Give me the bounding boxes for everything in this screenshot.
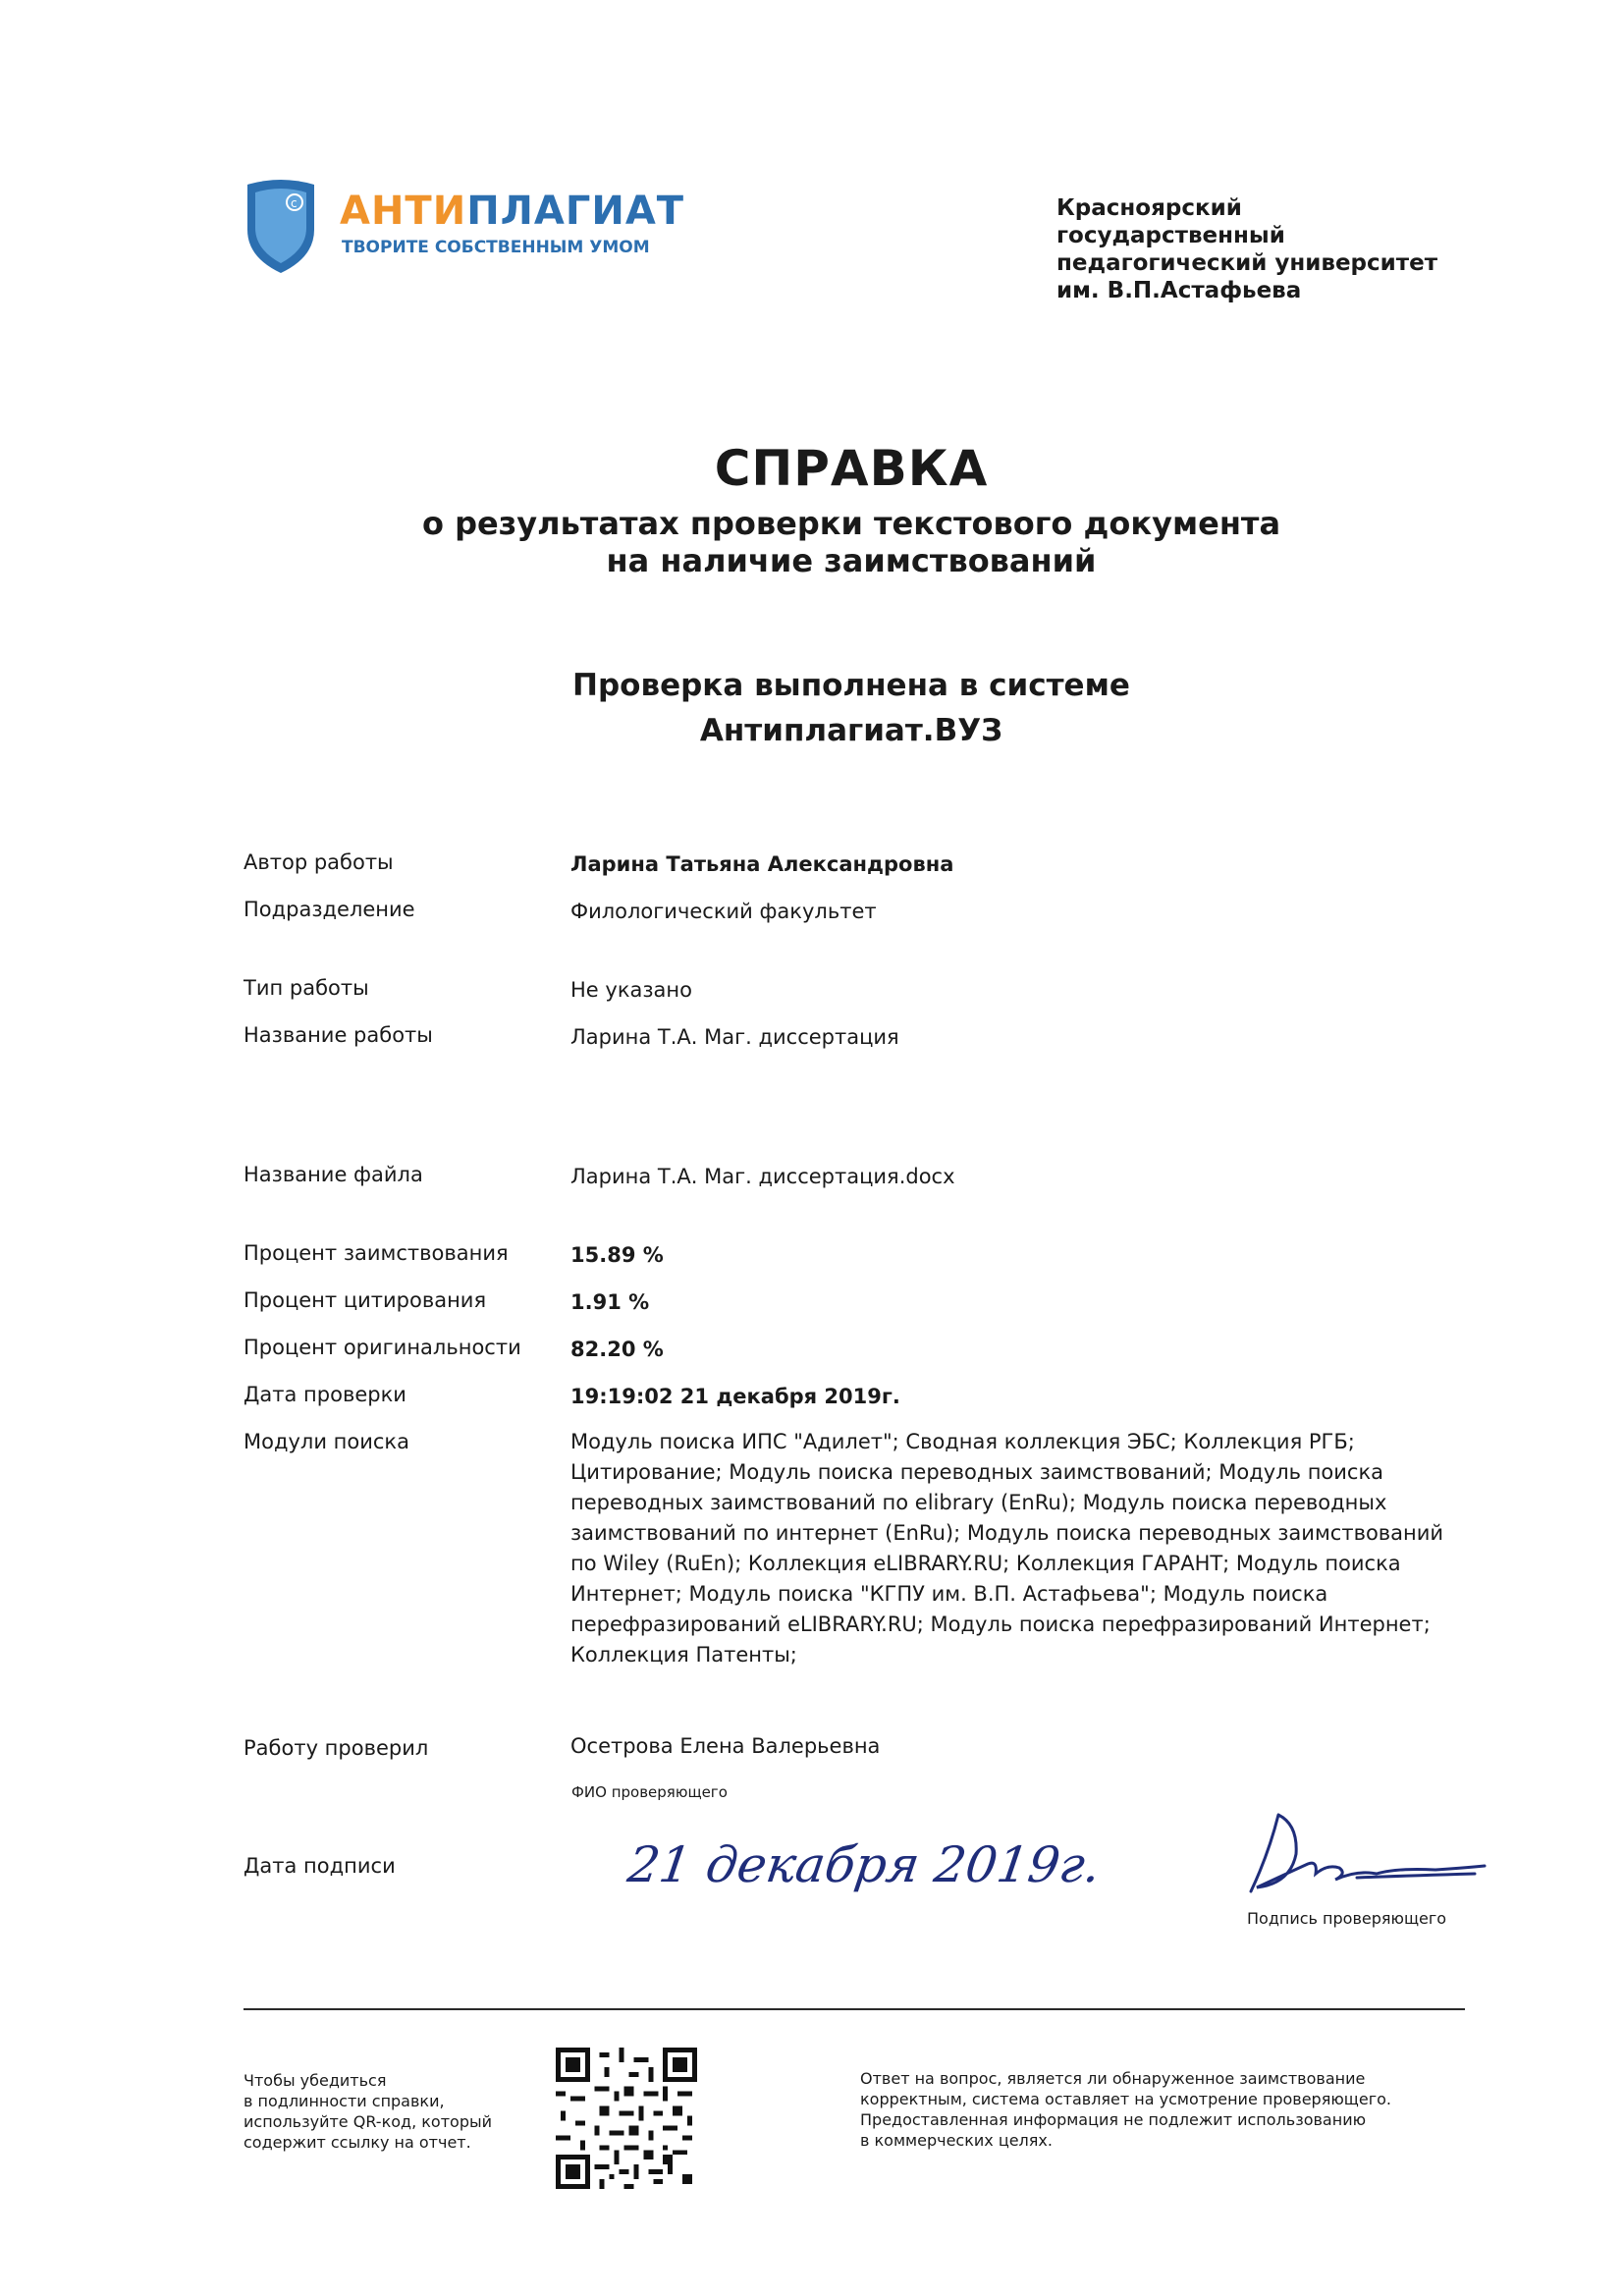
- org-line: государственный: [1056, 223, 1285, 248]
- originality-label: Процент оригинальности: [244, 1336, 521, 1359]
- work-type-label: Тип работы: [244, 976, 369, 1000]
- org-line: Красноярский: [1056, 195, 1242, 221]
- author-value: Ларина Татьяна Александровна: [570, 852, 954, 876]
- check-date-label: Дата проверки: [244, 1383, 406, 1406]
- footer-left-line: в подлинности справки,: [244, 2092, 445, 2110]
- work-type-value: Не указано: [570, 978, 692, 1002]
- system-line-1: Проверка выполнена в системе: [572, 668, 1130, 703]
- footer-right-disclaimer: [860, 2068, 1391, 2151]
- svg-text:c: c: [291, 196, 298, 210]
- logo-slogan: ТВОРИТЕ СОБСТВЕННЫМ УМОМ: [342, 238, 650, 257]
- document-title: СПРАВКА: [714, 440, 989, 497]
- sign-date-label: Дата подписи: [244, 1854, 396, 1878]
- antiplagiat-shield-icon: [244, 179, 318, 275]
- borrowing-label: Процент заимствования: [244, 1241, 509, 1265]
- footer-left-line: используйте QR-код, который: [244, 2112, 492, 2131]
- footer-right-line: Предоставленная информация не подлежит использованию: [860, 2110, 1367, 2129]
- footer-right-line: корректным, система оставляет на усмотрение проверяющего.: [860, 2090, 1391, 2108]
- signature-mark: [1239, 1805, 1494, 1913]
- footer-right-line: в коммерческих целях.: [860, 2131, 1053, 2150]
- document-subtitle-line-1: о результатах проверки текстового документа: [421, 505, 1281, 542]
- reviewer-hint: ФИО проверяющего: [571, 1783, 728, 1801]
- modules-value: Модуль поиска ИПС "Адилет"; Сводная коллекция ЭБС; Коллекция РГБ; Цитирование; Модуль поиска переводных заимствований; Модуль поиска переводных заимствований по elibrary (EnRu); Модуль поиска переводных заимствований по интернет (EnRu); Модуль поиска переводных заимствований по Wiley (RuEn); Коллекция eLIBRARY.RU; Коллекция ГАРАНТ; Модуль поиска Интернет; Модуль поиска "КГПУ им. В.П. Астафьева"; Модуль поиска перефразирований eLIBRARY.RU; Модуль поиска перефразирований Интернет; Коллекция Патенты;: [570, 1430, 1444, 1667]
- work-name-value: Ларина Т.А. Маг. диссертация: [570, 1025, 899, 1049]
- footer-left-line: содержит ссылку на отчет.: [244, 2133, 471, 2152]
- file-name-value: Ларина Т.А. Маг. диссертация.docx: [570, 1165, 955, 1188]
- modules-label: Модули поиска: [244, 1430, 409, 1453]
- org-line: им. В.П.Астафьева: [1056, 278, 1302, 303]
- logo-title-part2: ПЛАГИАТ: [466, 189, 685, 234]
- citation-value: 1.91 %: [570, 1290, 650, 1314]
- footer-divider: [244, 2008, 1465, 2010]
- citation-label: Процент цитирования: [244, 1288, 487, 1312]
- footer-right-line: Ответ на вопрос, является ли обнаруженное заимствование: [860, 2069, 1366, 2088]
- footer-left-line: Чтобы убедиться: [244, 2071, 387, 2090]
- signature-caption: Подпись проверяющего: [1247, 1909, 1447, 1928]
- file-name-label: Название файла: [244, 1163, 423, 1186]
- reviewer-label: Работу проверил: [244, 1736, 429, 1760]
- footer-left-note: [244, 2070, 492, 2153]
- organization-name: [1056, 194, 1469, 304]
- work-name-label: Название работы: [244, 1023, 433, 1047]
- borrowing-value: 15.89 %: [570, 1243, 664, 1267]
- check-date-value: 19:19:02 21 декабря 2019г.: [570, 1385, 900, 1408]
- logo-title: [340, 189, 684, 234]
- system-line-2: Антиплагиат.ВУЗ: [699, 713, 1003, 748]
- logo-title-part1: АНТИ: [340, 189, 467, 234]
- reviewer-value: Осетрова Елена Валерьевна: [570, 1734, 881, 1758]
- author-label: Автор работы: [244, 850, 394, 874]
- qr-code[interactable]: [556, 2048, 697, 2189]
- org-line: педагогический университет: [1056, 250, 1438, 276]
- department-value: Филологический факультет: [570, 900, 877, 923]
- originality-value: 82.20 %: [570, 1338, 664, 1361]
- document-subtitle-line-2: на наличие заимствований: [606, 542, 1097, 579]
- department-label: Подразделение: [244, 898, 415, 921]
- handwritten-sign-date: 21 декабря 2019г.: [623, 1836, 1105, 1893]
